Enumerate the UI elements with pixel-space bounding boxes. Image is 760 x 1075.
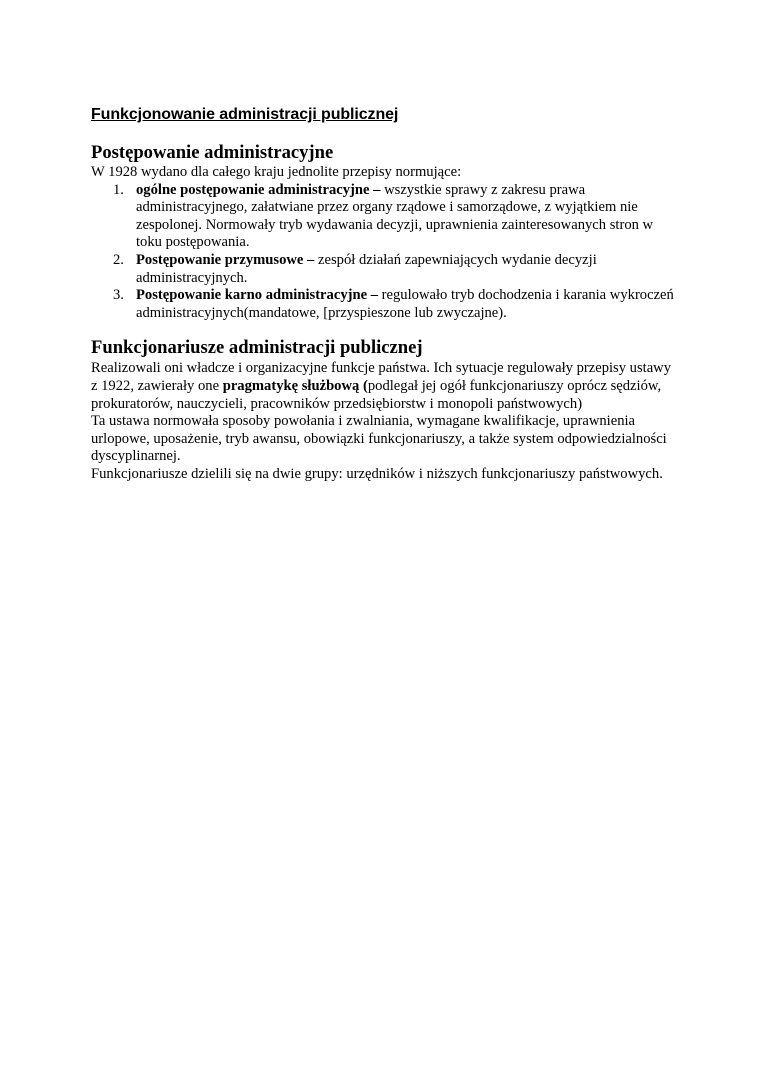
paragraph-text: podlegał jej ogół funkcjonariuszy oprócz sędziów, prokuratorów, nauczycieli, pracowników przedsiębiorstw i monopoli państwowych): [91, 377, 662, 412]
list-item-number: 1.: [113, 181, 124, 198]
list-item-number: 3.: [113, 287, 124, 304]
list-item-number: 2.: [113, 251, 124, 268]
list-item-text: regulowało tryb dochodzenia i karania wykroczeń administracyjnych(mandatowe, [przyspieszone lub zwyczajne).: [136, 287, 674, 321]
list-item-text: zespół działań zapewniających wydanie decyzji administracyjnych.: [136, 251, 597, 286]
section-heading-funkcjonariusze: Funkcjonariusze administracji publicznej: [91, 337, 423, 359]
paragraph: [91, 360, 681, 413]
list-item-term: Postępowanie karno administracyjne –: [136, 287, 379, 304]
document-page: [91, 105, 681, 484]
paragraph: Ta ustawa normowała sposoby powołania i zwalniania, wymagane kwalifikacje, uprawnienia urlopowe, uposażenie, tryb awansu, obowiązki funkcjonariuszy, a także system odpowiedzialności dyscyplinarnej.: [91, 413, 667, 465]
list-item-term: ogólne postępowanie administracyjne –: [136, 181, 381, 198]
section-intro: W 1928 wydano dla całego kraju jednolite przepisy normujące:: [91, 164, 462, 180]
list-item-text: wszystkie sprawy z zakresu prawa administracyjnego, załatwiane przez organy rządowe i samorządowe, z wyjątkiem nie zespolonej. Normowały tryb wydawania decyzji, uprawnienia zainteresowanych stron w toku postępowania.: [136, 181, 654, 251]
list-item: [91, 287, 681, 322]
document-title: Funkcjonowanie administracji publicznej: [91, 106, 399, 123]
list-item: [91, 252, 681, 287]
paragraph-bold-term: pragmatykę służbową (: [222, 377, 368, 394]
list-item: [91, 182, 681, 252]
paragraph: Funkcjonariusze dzielili się na dwie grupy: urzędników i niższych funkcjonariuszy państwowych.: [91, 465, 663, 482]
list-item-term: Postępowanie przymusowe –: [136, 251, 315, 268]
paragraph-text: Realizowali oni władcze i organizacyjne funkcje państwa. Ich sytuacje regulowały przepisy ustawy z 1922, zawierały one: [91, 360, 672, 394]
section-heading-postepowanie: Postępowanie administracyjne: [91, 142, 334, 163]
numbered-list: [91, 182, 681, 323]
